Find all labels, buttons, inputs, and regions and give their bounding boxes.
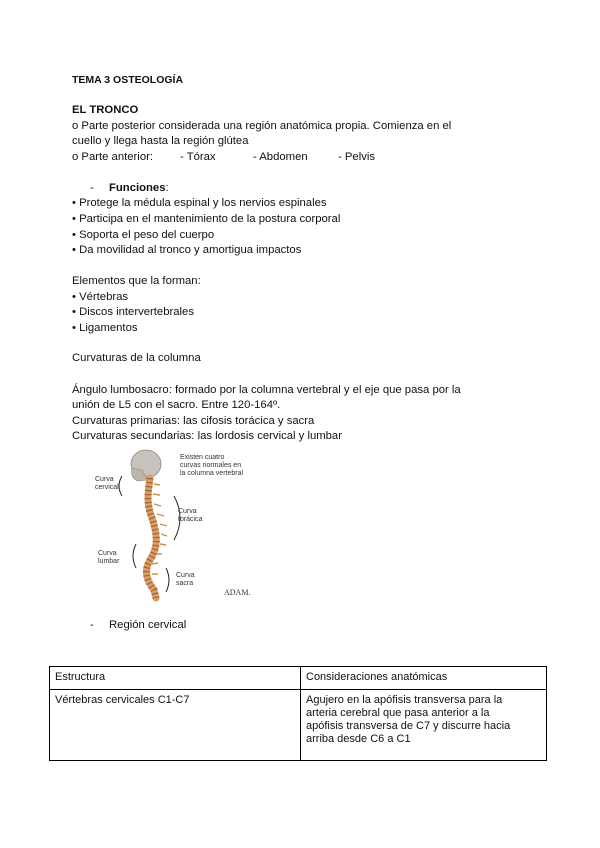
figure-caption — [180, 454, 243, 478]
label-line: sacra — [176, 580, 194, 587]
cell-line: arriba desde C6 a C1 — [306, 733, 411, 745]
label-line: Curva — [178, 508, 197, 515]
label-line: Curva — [98, 550, 117, 557]
label-sacra — [176, 572, 195, 588]
structures-table — [49, 666, 547, 761]
list-dash: - — [90, 619, 94, 631]
lumbar-bracket — [133, 544, 136, 568]
label-cervical — [95, 476, 119, 492]
cell-line: apófisis transversa de C7 y discurre hacia — [306, 720, 511, 732]
header-estructura: Estructura — [50, 667, 301, 690]
label-line: Curva — [176, 572, 195, 579]
primarias-text: Curvaturas primarias: las cifosis torácica y sacra — [72, 415, 315, 427]
funciones-heading — [90, 181, 169, 196]
anterior-row — [72, 150, 376, 165]
list-item: • Discos intervertebrales — [72, 306, 194, 318]
anterior-item: - Pelvis — [338, 151, 376, 163]
label-line: torácica — [178, 516, 203, 523]
list-dash: - — [90, 182, 94, 194]
list-item: • Da movilidad al tronco y amortigua impactos — [72, 244, 302, 256]
list-item: • Vértebras — [72, 291, 129, 303]
caption-line: curvas normales en — [180, 462, 242, 469]
cell-estructura: Vértebras cervicales C1-C7 — [50, 690, 301, 761]
elementos-heading: Elementos que la forman: — [72, 275, 201, 287]
list-item: • Soporta el peso del cuerpo — [72, 229, 215, 241]
angulo-text-2: unión de L5 con el sacro. Entre 120-164º. — [72, 399, 281, 411]
anterior-item: - Tórax — [180, 151, 216, 163]
table-row — [50, 690, 547, 761]
label-line: cervical — [95, 484, 119, 491]
posterior-text-2: cuello y llega hasta la región glútea — [72, 135, 249, 147]
sacral-bracket — [166, 568, 169, 592]
label-lumbar — [98, 550, 119, 566]
caption-line: Existen cuatro — [180, 454, 225, 461]
label-toracica — [178, 508, 203, 524]
section-heading: EL TRONCO — [72, 104, 139, 116]
region-cervical-label: Región cervical — [109, 619, 187, 631]
list-item: • Ligamentos — [72, 322, 138, 334]
funciones-title: Funciones — [109, 182, 166, 194]
funciones-colon: : — [165, 182, 169, 194]
list-item: • Protege la médula espinal y los nervios espinales — [72, 197, 327, 209]
cell-line: arteria cerebral que pasa anterior a la — [306, 707, 490, 719]
cell-consideraciones — [301, 690, 547, 761]
spine-figure — [92, 448, 274, 606]
header-consideraciones: Consideraciones anatómicas — [301, 667, 547, 690]
table-header-row — [50, 667, 547, 690]
cell-line: Agujero en la apófisis transversa para la — [306, 694, 503, 706]
region-cervical-item — [90, 618, 187, 633]
page-title: TEMA 3 OSTEOLOGÍA — [72, 74, 184, 86]
anterior-item: - Abdomen — [253, 151, 308, 163]
caption-line: la columna vertebral — [180, 470, 244, 477]
label-line: lumbar — [98, 558, 120, 565]
posterior-text-1: o Parte posterior considerada una región anatómica propia. Comienza en el — [72, 120, 452, 132]
list-item: • Participa en el mantenimiento de la postura corporal — [72, 213, 341, 225]
adam-credit: ADAM. — [224, 588, 251, 597]
cervical-bracket — [119, 476, 122, 496]
angulo-text-1: Ángulo lumbosacro: formado por la columna vertebral y el eje que pasa por la — [72, 384, 461, 396]
label-line: Curva — [95, 476, 114, 483]
secundarias-text: Curvaturas secundarias: las lordosis cervical y lumbar — [72, 430, 342, 442]
curvaturas-heading: Curvaturas de la columna — [72, 352, 201, 364]
anterior-label: o Parte anterior: — [72, 151, 154, 163]
